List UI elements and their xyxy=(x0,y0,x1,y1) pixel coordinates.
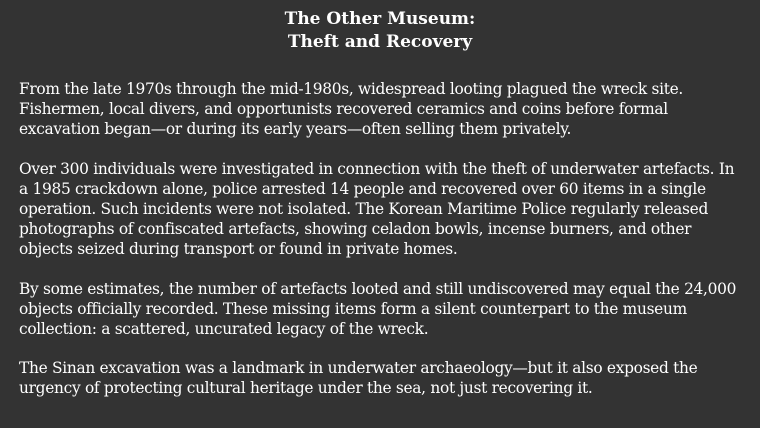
paragraph-looting xyxy=(19,79,749,140)
text-line: collection: a scattered, uncurated legacy of the wreck. xyxy=(19,320,429,339)
text-line: By some estimates, the number of artefacts looted and still undiscovered may equal the 24,000 xyxy=(19,279,737,298)
text-line: a 1985 crackdown alone, police arrested 14 people and recovered over 60 items in a single xyxy=(19,179,706,198)
text-line: photographs of confiscated artefacts, showing celadon bowls, incense burners, and other xyxy=(19,220,692,239)
paragraph-conclusion xyxy=(19,358,749,398)
page-title xyxy=(0,8,760,54)
text-line: urgency of protecting cultural heritage under the sea, not just recovering it. xyxy=(19,379,593,398)
title-line-1: The Other Museum: xyxy=(284,9,476,29)
paragraph-estimates xyxy=(19,279,749,340)
paragraph-investigations xyxy=(19,159,749,260)
text-line: From the late 1970s through the mid-1980s, widespread looting plagued the wreck site. xyxy=(19,80,683,98)
text-line: excavation began—or during its early years—often selling them privately. xyxy=(19,120,572,139)
text-line: The Sinan excavation was a landmark in underwater archaeology—but it also exposed the xyxy=(19,359,698,378)
text-line: operation. Such incidents were not isolated. The Korean Maritime Police regularly released xyxy=(19,200,709,219)
text-line: objects seized during transport or found in private homes. xyxy=(19,240,458,259)
text-line: Over 300 individuals were investigated in connection with the theft of underwater artefacts. In xyxy=(19,159,735,178)
body-text xyxy=(19,79,749,418)
text-line: Fishermen, local divers, and opportunists recovered ceramics and coins before formal xyxy=(19,100,668,119)
title-line-2: Theft and Recovery xyxy=(287,32,473,52)
text-line: objects officially recorded. These missing items form a silent counterpart to the museum xyxy=(19,299,687,318)
